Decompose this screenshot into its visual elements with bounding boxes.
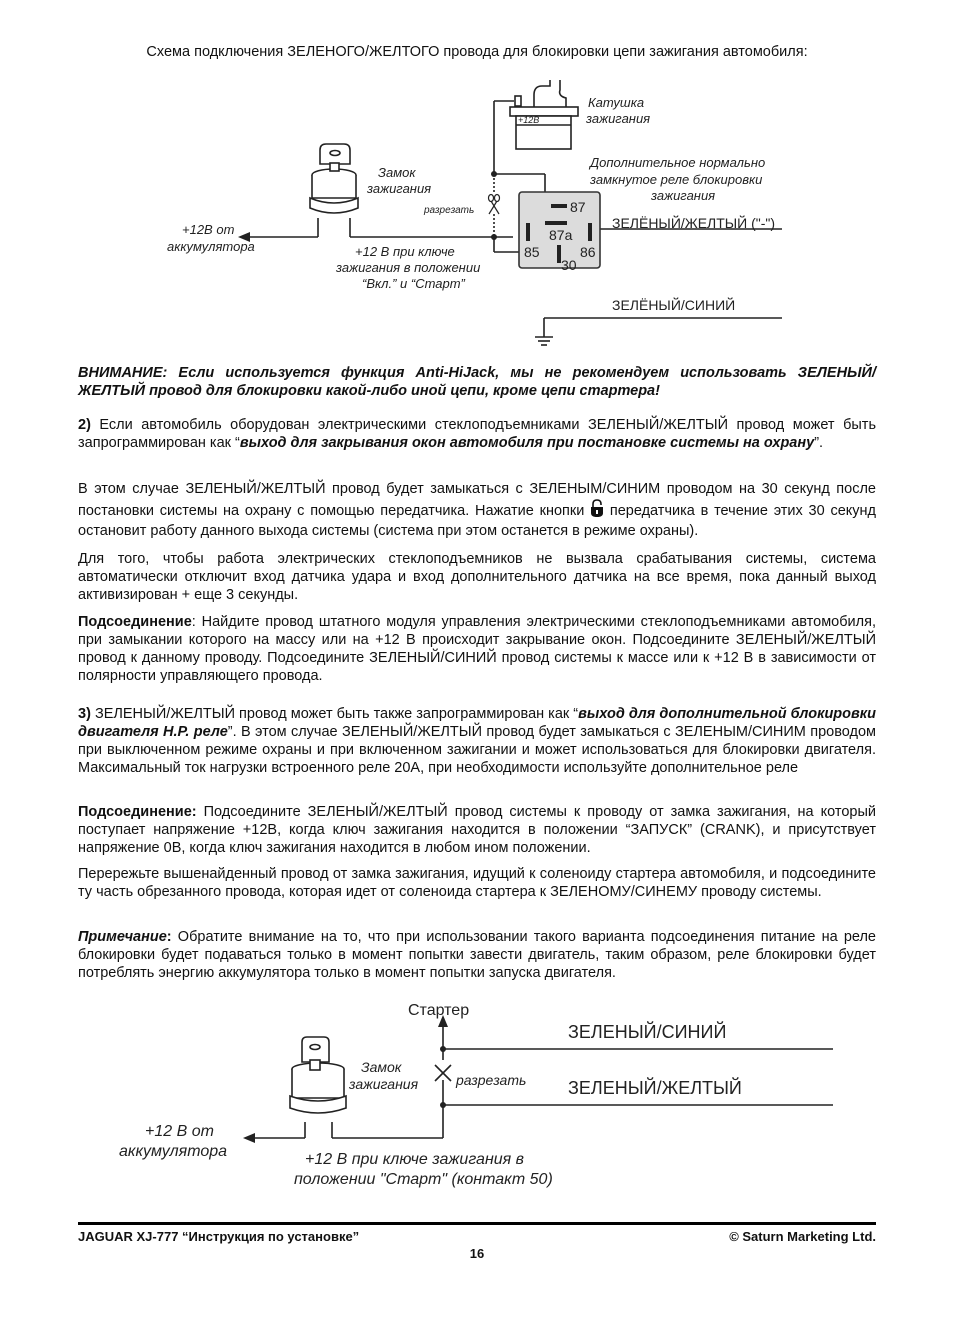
ignition-lock-icon bbox=[290, 1037, 346, 1113]
section-3-intro bbox=[78, 705, 876, 777]
key-label: +12 В при ключе зажигания в bbox=[305, 1151, 524, 1168]
section-text: ”. В этом случае ЗЕЛЕНЫЙ/ЖЕЛТЫЙ провод будет замыкаться с ЗЕЛЕНЫМ/СИНИМ проводом при выключенном режиме охраны и при включенном зажигании и может использоваться для блокировки двигателя. Максимальный ток нагрузки встроенного реле 20А, при необходимости используйте дополнительное реле bbox=[78, 724, 876, 776]
relay-label-2: замкнутое реле блокировки bbox=[590, 172, 763, 187]
section-emphasis: выход для дополнительной блокировки двигателя Н.Р. реле bbox=[78, 706, 876, 740]
cut-label: разрезать bbox=[456, 1072, 527, 1088]
battery-label-2: аккумулятора bbox=[167, 239, 255, 254]
section-3-note bbox=[78, 928, 876, 982]
note-text: Обратите внимание на то, что при использовании такого варианта подсоединения питание на реле блокировки будет подаваться только в момент попытки завести двигатель, таким образом, реле блокировки будет потреблять энергию аккумулятора только в момент попытки запуска двигателя. bbox=[78, 929, 876, 981]
lock-label: Замок bbox=[361, 1059, 402, 1075]
relay-pin-87: 87 bbox=[570, 199, 586, 215]
section-text: ЗЕЛЕНЫЙ/ЖЕЛТЫЙ провод может быть также запрограммирован как “ bbox=[90, 706, 579, 722]
wire-label-green-yellow: ЗЕЛЕНЫЙ/ЖЕЛТЫЙ bbox=[568, 1078, 742, 1098]
coil-terminal-label: +12В bbox=[518, 115, 540, 125]
starter-block-diagram bbox=[0, 990, 954, 1200]
ignition-lock-icon bbox=[310, 144, 358, 213]
relay-pin-86: 86 bbox=[580, 244, 596, 260]
lock-label: Замок bbox=[378, 165, 416, 180]
starter-label: Стартер bbox=[408, 1002, 470, 1019]
note-label: Примечание bbox=[78, 929, 167, 945]
paragraph-text: передатчика в течение этих 30 секунд остановит работу данного выхода системы (система при этом останется в режиме охраны). bbox=[78, 503, 876, 539]
relay-label-3: зажигания bbox=[651, 188, 716, 203]
warning-text: ВНИМАНИЕ: Если используется функция Anti-HiJack, мы не рекомендуем использовать ЗЕЛЕНЫЙ/ЖЕЛТЫЙ провод для блокировки какой-либо иной цепи, кроме цепи стартера! bbox=[78, 365, 876, 399]
relay-pin-87a: 87a bbox=[549, 227, 573, 243]
section-text: Если автомобиль оборудован электрическими стеклоподъемниками ЗЕЛЕНЫЙ/ЖЕЛТЫЙ провод может быть запрограммирован как “ bbox=[78, 417, 876, 451]
section-3-cut-paragraph: Перережьте вышенайденный провод от замка зажигания, идущий к соленоиду стартера автомобиля, и подсоедините ту часть обрезанного провода, которая идет от соленоида стартера к ЗЕЛЕНОМУ/СИНЕМУ проводу системы. bbox=[78, 866, 876, 900]
battery-label-2: аккумулятора bbox=[119, 1143, 228, 1160]
relay-pin-30: 30 bbox=[561, 257, 577, 273]
section-2-paragraph-3: Для того, чтобы работа электрических стеклоподъемников не вызвала срабатывания системы, система автоматически отключит вход датчика удара и вход дополнительного датчика на все время, пока данный выход активизирован + еще 3 секунды. bbox=[78, 551, 876, 603]
diagram-caption: Схема подключения ЗЕЛЕНОГО/ЖЕЛТОГО провода для блокировки цепи зажигания автомобиля: bbox=[146, 44, 808, 60]
coil-label-2: зажигания bbox=[586, 111, 651, 126]
lock-label-2: зажигания bbox=[367, 181, 432, 196]
arrow-left-icon bbox=[243, 1133, 255, 1143]
section-number: 2) bbox=[78, 417, 91, 433]
section-3-connection bbox=[78, 803, 876, 857]
lock-label-2: зажигания bbox=[349, 1076, 419, 1092]
paragraph-text: В этом случае ЗЕЛЕНЫЙ/ЖЕЛТЫЙ провод будет замыкаться с ЗЕЛЕНЫМ/СИНИМ проводом на 30 секунд после постановки системы на охрану с помощью передатчика. Нажатие кнопки bbox=[78, 481, 876, 519]
key-label-2: положении "Старт" (контакт 50) bbox=[294, 1171, 553, 1188]
relay-label: Дополнительное нормально bbox=[590, 155, 766, 170]
battery-label: +12 В от bbox=[145, 1123, 214, 1140]
key-label: +12 В при ключе bbox=[355, 244, 455, 259]
scissors-icon bbox=[489, 195, 500, 215]
cut-label: разрезать bbox=[424, 205, 475, 216]
relay-pin-85: 85 bbox=[524, 244, 540, 260]
key-label-3: “Вкл.” и “Старт” bbox=[362, 276, 465, 291]
section-2-intro bbox=[78, 416, 876, 452]
section-number: 3) bbox=[78, 706, 91, 722]
section-2-paragraph bbox=[78, 479, 876, 541]
connection-text: : Найдите провод штатного модуля управления электрическими стеклоподъемниками автомобиля, при замыкании которого на массу или на +12 В происходит закрывание окон. Подсоедините ЗЕЛЕНЫЙ/ЖЕЛТЫЙ провод к данному проводу. Подсоедините ЗЕЛЕНЫЙ/СИНИЙ провод системы к массе или к +12 В в зависимости от полярности управляющего провода. bbox=[78, 614, 876, 684]
connection-label: Подсоединение: bbox=[78, 804, 197, 820]
ignition-block-diagram bbox=[0, 80, 954, 350]
wire-label-green-blue: ЗЕЛЁНЫЙ/СИНИЙ bbox=[612, 297, 736, 313]
footer-title: JAGUAR XJ-777 “Инструкция по установке” bbox=[78, 1229, 360, 1244]
wire-label-green-yellow: ЗЕЛЁНЫЙ/ЖЕЛТЫЙ ("-") bbox=[612, 215, 776, 231]
battery-label: +12В от bbox=[182, 222, 235, 237]
section-2-connection bbox=[78, 613, 876, 685]
connection-label: Подсоединение bbox=[78, 614, 192, 630]
connection-text: Подсоедините ЗЕЛЕНЫЙ/ЖЕЛТЫЙ провод системы к проводу от замка зажигания, на который поступает напряжение +12В, когда ключ зажигания находится в положении “ЗАПУСК” (CRANK), и присутствует напряжение 0В, когда ключ зажигания находится в любом ином положении. bbox=[78, 804, 876, 856]
footer-copyright: © Saturn Marketing Ltd. bbox=[729, 1229, 876, 1244]
note-colon: : bbox=[166, 929, 172, 945]
wire-label-green-blue: ЗЕЛЕНЫЙ/СИНИЙ bbox=[568, 1022, 727, 1042]
lock-open-icon bbox=[590, 499, 604, 518]
section-text: ”. bbox=[814, 435, 824, 451]
key-label-2: зажигания в положении bbox=[336, 260, 481, 275]
section-emphasis: выход для закрывания окон автомобиля при постановке системы на охрану bbox=[239, 435, 815, 451]
footer-divider bbox=[78, 1222, 876, 1225]
coil-label: Катушка bbox=[588, 95, 645, 110]
page-number: 16 bbox=[469, 1246, 485, 1261]
